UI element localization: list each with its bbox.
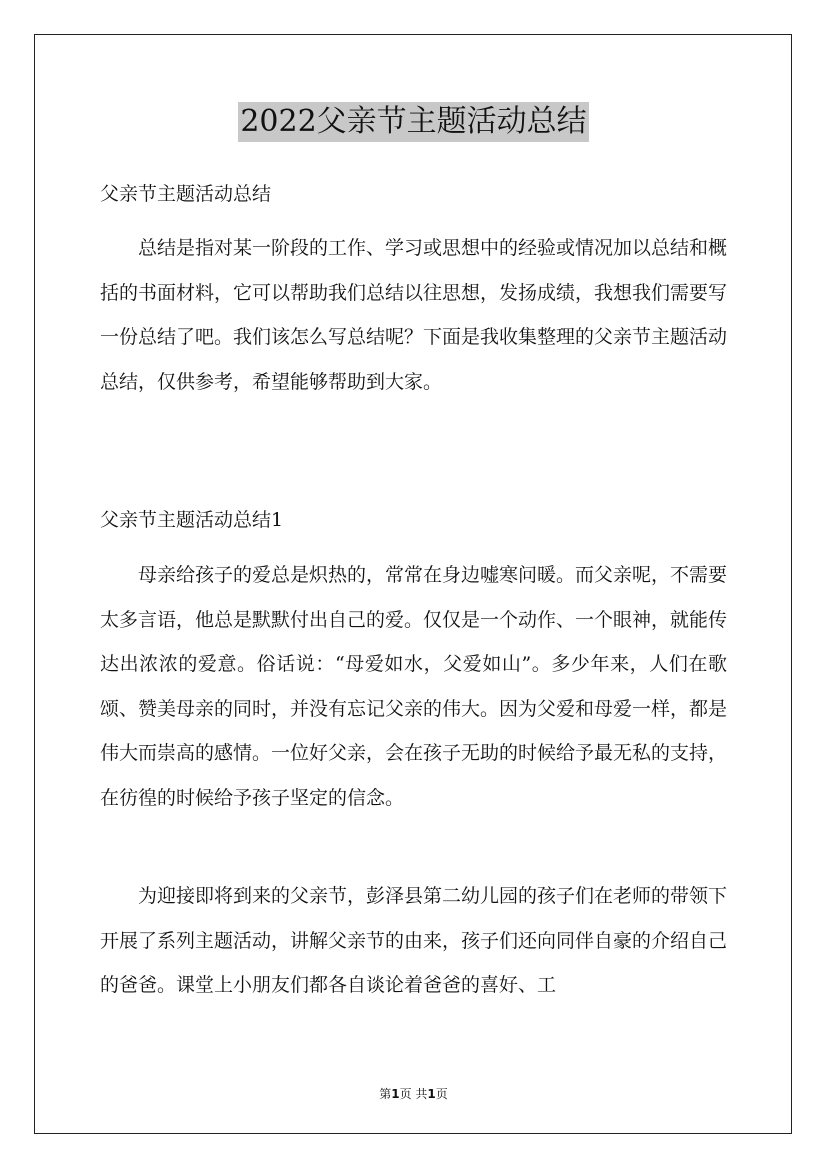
footer-total-pages: 1 xyxy=(427,1087,436,1101)
footer-page-prefix: 第 xyxy=(379,1087,392,1101)
document-subtitle: 父亲节主题活动总结 xyxy=(100,183,272,205)
document-title: 2022父亲节主题活动总结 xyxy=(238,102,588,142)
title-container xyxy=(0,102,827,142)
footer-total-suffix: 页 xyxy=(435,1087,448,1101)
page-footer xyxy=(0,1085,827,1102)
section-1-heading: 父亲节主题活动总结1 xyxy=(100,509,284,531)
intro-paragraph: 总结是指对某一阶段的工作、学习或思想中的经验或情况加以总结和概括的书面材料，它可以帮助我们总结以往思想，发扬成绩，我想我们需要写一份总结了吧。我们该怎么写总结呢？下面是我收集整理的父亲节主题活动总结，仅供参考，希望能够帮助到大家。 xyxy=(100,237,728,393)
footer-page-suffix: 页 共 xyxy=(399,1087,428,1101)
footer-page-number: 1 xyxy=(391,1087,400,1101)
section-1-paragraph-1: 母亲给孩子的爱总是炽热的，常常在身边嘘寒问暖。而父亲呢，不需要太多言语，他总是默默付出自己的爱。仅仅是一个动作、一个眼神，就能传达出浓浓的爱意。俗话说：“母爱如水，父爱如山”。多少年来，人们在歌颂、赞美母亲的同时，并没有忘记父亲的伟大。因为父爱和母爱一样，都是伟大而崇高的感情。一位好父亲，会在孩子无助的时候给予最无私的支持，在彷徨的时候给予孩子坚定的信念。 xyxy=(100,564,728,809)
section-1-paragraph-2: 为迎接即将到来的父亲节，彭泽县第二幼儿园的孩子们在老师的带领下开展了系列主题活动，讲解父亲节的由来，孩子们还向同伴自豪的介绍自己的爸爸。课堂上小朋友们都各自谈论着爸爸的喜好、工 xyxy=(100,885,728,997)
